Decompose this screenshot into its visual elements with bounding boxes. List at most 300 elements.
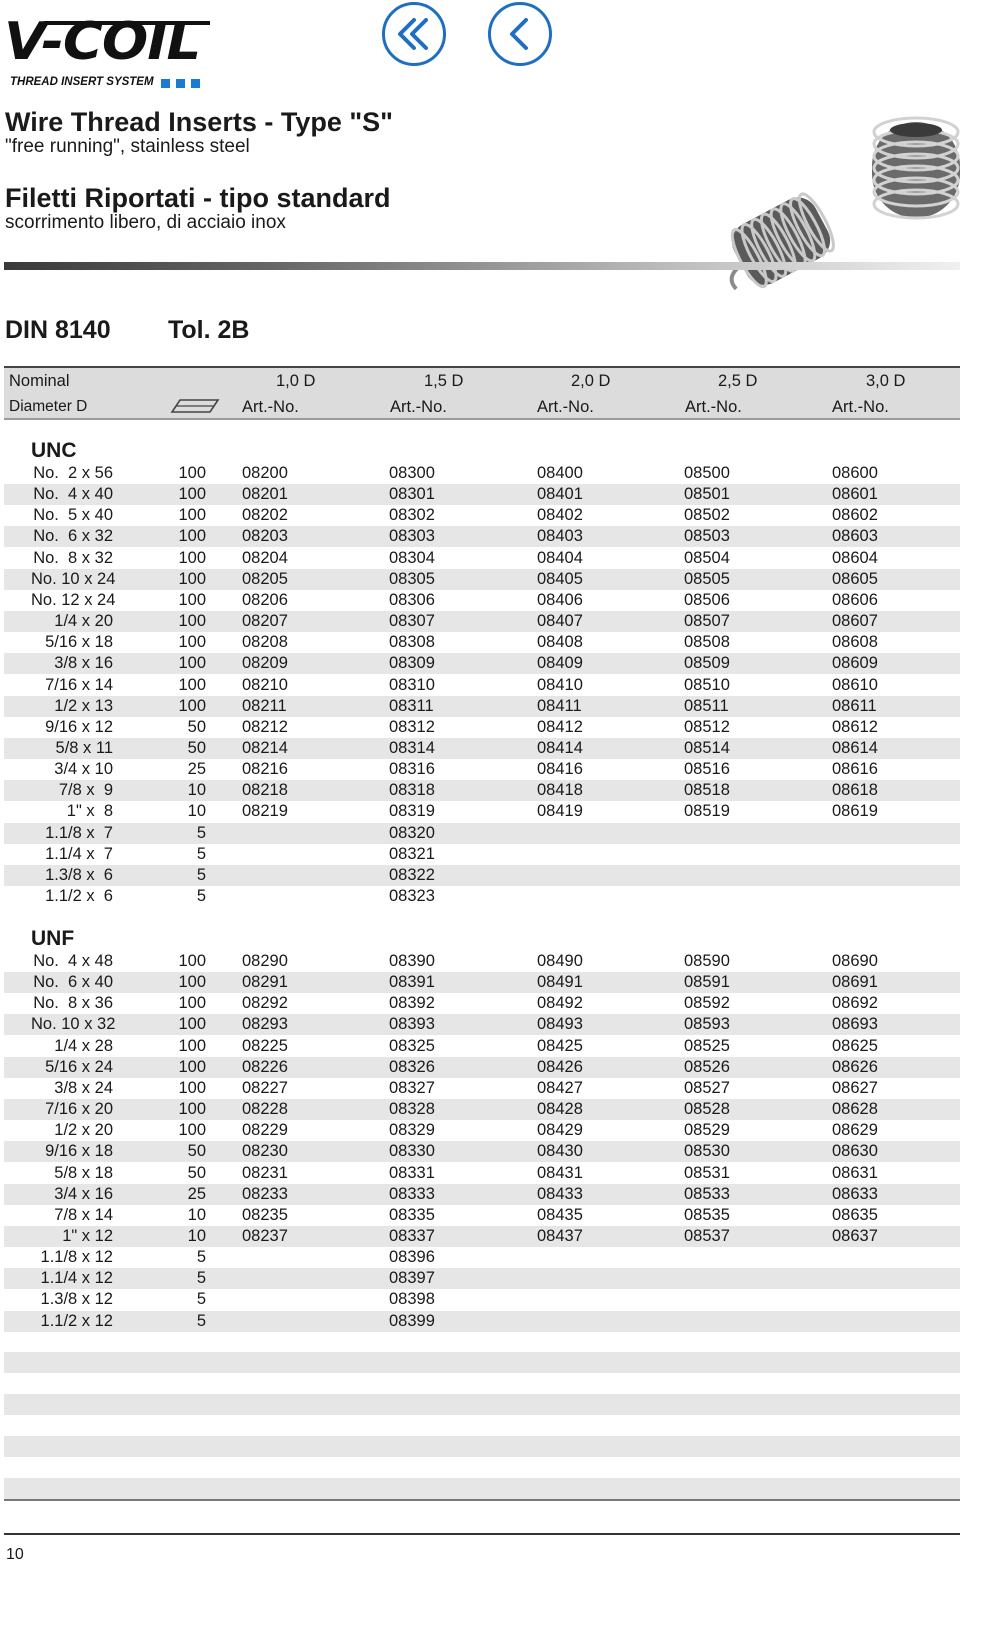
article-number: 08406 — [537, 590, 583, 609]
article-number: 08404 — [537, 548, 583, 567]
table-row — [4, 590, 960, 611]
table-row — [4, 1184, 960, 1205]
article-number: 08303 — [389, 527, 435, 546]
article-number: 08600 — [832, 464, 878, 482]
title-english: Wire Thread Inserts - Type "S" — [5, 107, 393, 137]
table-row — [4, 823, 960, 844]
pack-quantity: 50 — [187, 717, 206, 736]
article-number: 08605 — [832, 569, 878, 588]
table-row — [4, 632, 960, 653]
thread-size: 7/8 x 9 — [58, 781, 113, 800]
thread-size: 9/16 x 12 — [45, 717, 113, 736]
article-number: 08330 — [389, 1142, 435, 1161]
article-number: 08392 — [389, 994, 435, 1013]
table-row — [4, 717, 960, 738]
subtitle-english: "free running", stainless steel — [5, 136, 250, 157]
thread-size: 7/8 x 14 — [54, 1205, 113, 1224]
pack-quantity: 100 — [178, 527, 206, 546]
pack-quantity: 100 — [178, 464, 206, 482]
thread-size: 5/8 x 11 — [55, 738, 113, 757]
pack-quantity: 100 — [178, 506, 206, 525]
thread-size: No. 2 x 56 — [33, 464, 113, 482]
article-number: 08528 — [684, 1100, 730, 1119]
article-number: 08409 — [537, 654, 583, 673]
thread-size: 3/8 x 24 — [54, 1078, 113, 1097]
header-nominal: Nominal — [9, 372, 70, 390]
article-number: 08591 — [684, 973, 730, 992]
pack-quantity: 5 — [196, 1269, 206, 1288]
article-number: 08318 — [389, 781, 435, 800]
article-number: 08502 — [684, 506, 730, 525]
subtitle-italian: scorrimento libero, di acciaio inox — [5, 212, 286, 233]
article-number: 08312 — [389, 717, 435, 736]
header-artno-3: Art.-No. — [537, 398, 594, 416]
article-number: 08626 — [832, 1057, 878, 1076]
table-row — [4, 759, 960, 780]
section-unf: UNF — [31, 927, 75, 950]
article-number: 08525 — [684, 1036, 730, 1055]
article-number: 08209 — [242, 654, 288, 673]
thread-size: 7/16 x 20 — [45, 1100, 113, 1119]
thread-size: 1.1/4 x 7 — [45, 844, 113, 863]
thread-size: No. 6 x 40 — [33, 973, 113, 992]
article-number: 08411 — [537, 696, 582, 715]
table-row — [4, 1268, 960, 1289]
article-number: 08293 — [242, 1015, 288, 1034]
chevron-left-icon — [498, 12, 542, 56]
article-number: 08593 — [684, 1015, 730, 1034]
article-number: 08228 — [242, 1100, 288, 1119]
article-number: 08508 — [684, 633, 730, 652]
pack-quantity: 100 — [178, 994, 206, 1013]
table-row — [4, 1141, 960, 1162]
article-number: 08316 — [389, 760, 435, 779]
article-number: 08208 — [242, 633, 288, 652]
article-number: 08201 — [242, 485, 288, 504]
article-number: 08398 — [389, 1290, 435, 1309]
table-bottom-rule — [4, 1499, 960, 1501]
article-number: 08393 — [389, 1015, 435, 1034]
article-number: 08219 — [242, 802, 288, 821]
article-number: 08306 — [389, 590, 435, 609]
pack-quantity: 10 — [187, 1226, 206, 1245]
table-row — [4, 993, 960, 1014]
thread-size: No. 8 x 32 — [33, 548, 113, 567]
thread-size: 1/2 x 13 — [54, 696, 113, 715]
article-number: 08505 — [684, 569, 730, 588]
article-number: 08290 — [242, 952, 288, 970]
article-number: 08531 — [684, 1163, 730, 1182]
article-number: 08433 — [537, 1184, 583, 1203]
article-number: 08311 — [389, 696, 434, 715]
table-row — [4, 548, 960, 569]
article-number: 08307 — [389, 612, 435, 631]
article-number: 08305 — [389, 569, 435, 588]
article-number: 08292 — [242, 994, 288, 1013]
article-number: 08212 — [242, 717, 288, 736]
pack-quantity: 5 — [196, 865, 206, 884]
article-number: 08329 — [389, 1121, 435, 1140]
article-number: 08211 — [242, 696, 287, 715]
section-unc: UNC — [31, 439, 77, 462]
article-number: 08627 — [832, 1078, 878, 1097]
title-italian: Filetti Riportati - tipo standard — [5, 183, 391, 213]
article-number: 08308 — [389, 633, 435, 652]
brand-logo — [4, 12, 210, 90]
article-number: 08637 — [832, 1226, 878, 1245]
table-row — [4, 801, 960, 822]
pack-quantity: 50 — [187, 738, 206, 757]
table-row — [4, 696, 960, 717]
article-number: 08200 — [242, 464, 288, 482]
pack-quantity: 10 — [187, 802, 206, 821]
article-number: 08328 — [389, 1100, 435, 1119]
article-number: 08403 — [537, 527, 583, 546]
article-number: 08226 — [242, 1057, 288, 1076]
article-number: 08337 — [389, 1226, 435, 1245]
article-number: 08418 — [537, 781, 583, 800]
article-number: 08511 — [684, 696, 729, 715]
article-number: 08435 — [537, 1205, 583, 1224]
table-row — [4, 505, 960, 526]
thread-size: 1.1/8 x 12 — [40, 1248, 113, 1267]
article-number: 08335 — [389, 1205, 435, 1224]
article-number: 08327 — [389, 1078, 435, 1097]
table-row — [4, 1014, 960, 1035]
article-number: 08405 — [537, 569, 583, 588]
article-number: 08231 — [242, 1163, 288, 1182]
article-number: 08230 — [242, 1142, 288, 1161]
table-row — [4, 1289, 960, 1310]
thread-size: 5/8 x 18 — [54, 1163, 113, 1182]
article-number: 08407 — [537, 612, 583, 631]
article-number: 08430 — [537, 1142, 583, 1161]
table-row — [4, 675, 960, 696]
article-number: 08518 — [684, 781, 730, 800]
article-number: 08229 — [242, 1121, 288, 1140]
pack-quantity: 10 — [187, 781, 206, 800]
article-number: 08491 — [537, 973, 583, 992]
table-row — [4, 463, 960, 484]
article-number: 08611 — [832, 696, 877, 715]
pack-quantity: 25 — [187, 760, 206, 779]
pack-quantity: 100 — [178, 1100, 206, 1119]
article-number: 08501 — [684, 485, 730, 504]
thread-size: 9/16 x 18 — [45, 1142, 113, 1161]
table-row — [4, 611, 960, 632]
thread-size: No. 8 x 36 — [33, 994, 113, 1013]
pack-quantity: 100 — [178, 633, 206, 652]
article-number: 08205 — [242, 569, 288, 588]
previous-page-button[interactable] — [488, 2, 552, 66]
article-number: 08309 — [389, 654, 435, 673]
pack-quantity: 100 — [178, 485, 206, 504]
article-number: 08227 — [242, 1078, 288, 1097]
article-number: 08225 — [242, 1036, 288, 1055]
empty-row — [4, 1394, 960, 1415]
article-number: 08516 — [684, 760, 730, 779]
pack-quantity: 5 — [196, 823, 206, 842]
thread-size: 1.3/8 x 6 — [45, 865, 113, 884]
article-number: 08410 — [537, 675, 583, 694]
article-number: 08504 — [684, 548, 730, 567]
article-number: 08635 — [832, 1205, 878, 1224]
table-row — [4, 972, 960, 993]
pack-quantity: 100 — [178, 612, 206, 631]
article-number: 08610 — [832, 675, 878, 694]
article-number: 08301 — [389, 485, 435, 504]
header-divider — [4, 262, 960, 270]
article-number: 08609 — [832, 654, 878, 673]
table-row — [4, 886, 960, 907]
pack-quantity: 50 — [187, 1142, 206, 1161]
pack-quantity: 100 — [178, 1057, 206, 1076]
article-number: 08390 — [389, 952, 435, 970]
article-number: 08493 — [537, 1015, 583, 1034]
header-length-2: 1,5 D — [424, 372, 464, 390]
article-number: 08203 — [242, 527, 288, 546]
table-row — [4, 844, 960, 865]
thread-size: 1/4 x 20 — [54, 612, 113, 631]
pack-quantity-icon — [170, 398, 220, 414]
table-header — [4, 366, 960, 420]
pack-quantity: 100 — [178, 973, 206, 992]
article-number: 08204 — [242, 548, 288, 567]
article-number: 08630 — [832, 1142, 878, 1161]
thread-size: 1/4 x 28 — [54, 1036, 113, 1055]
pack-quantity: 100 — [178, 675, 206, 694]
double-chevron-left-icon — [392, 12, 436, 56]
article-number: 08214 — [242, 738, 288, 757]
header-length-5: 3,0 D — [866, 372, 906, 390]
article-number: 08397 — [389, 1269, 435, 1288]
article-number: 08619 — [832, 802, 878, 821]
article-number: 08602 — [832, 506, 878, 525]
thread-insert-image-small — [866, 108, 966, 232]
article-number: 08333 — [389, 1184, 435, 1203]
pack-quantity: 5 — [196, 844, 206, 863]
pack-quantity: 50 — [187, 1163, 206, 1182]
article-number: 08604 — [832, 548, 878, 567]
pack-quantity: 5 — [196, 1290, 206, 1309]
article-number: 08512 — [684, 717, 730, 736]
article-number: 08321 — [389, 844, 435, 863]
table-row — [4, 865, 960, 886]
article-number: 08216 — [242, 760, 288, 779]
thread-size: No. 10 x 32 — [31, 1015, 116, 1034]
table-row — [4, 738, 960, 759]
article-number: 08291 — [242, 973, 288, 992]
article-number: 08631 — [832, 1163, 878, 1182]
article-number: 08533 — [684, 1184, 730, 1203]
thread-size: 1" x 12 — [62, 1226, 113, 1245]
thread-size: 1.1/2 x 6 — [45, 887, 113, 905]
pack-quantity: 25 — [187, 1184, 206, 1203]
article-number: 08606 — [832, 590, 878, 609]
article-number: 08618 — [832, 781, 878, 800]
tolerance-label: Tol. 2B — [168, 316, 250, 344]
article-number: 08592 — [684, 994, 730, 1013]
thread-size: No. 4 x 40 — [33, 485, 113, 504]
header-diameter: Diameter D — [9, 398, 88, 415]
table-row — [4, 1205, 960, 1226]
article-number: 08614 — [832, 738, 878, 757]
table-row — [4, 1120, 960, 1141]
article-number: 08426 — [537, 1057, 583, 1076]
thread-size: No. 5 x 40 — [33, 506, 113, 525]
article-number: 08690 — [832, 952, 878, 970]
table-row — [4, 1226, 960, 1247]
thread-size: No. 6 x 32 — [33, 527, 113, 546]
thread-size: 5/16 x 24 — [45, 1057, 113, 1076]
article-number: 08237 — [242, 1226, 288, 1245]
thread-size: 3/8 x 16 — [54, 654, 113, 673]
thread-size: 5/16 x 18 — [45, 633, 113, 652]
article-number: 08526 — [684, 1057, 730, 1076]
article-number: 08519 — [684, 802, 730, 821]
article-number: 08427 — [537, 1078, 583, 1097]
pack-quantity: 5 — [196, 887, 206, 905]
header-artno-4: Art.-No. — [685, 398, 742, 416]
article-number: 08607 — [832, 612, 878, 631]
article-number: 08692 — [832, 994, 878, 1013]
article-number: 08601 — [832, 485, 878, 504]
pack-quantity: 100 — [178, 1121, 206, 1140]
table-row — [4, 1078, 960, 1099]
article-number: 08325 — [389, 1036, 435, 1055]
header-artno-1: Art.-No. — [242, 398, 299, 416]
article-number: 08412 — [537, 717, 583, 736]
standard-label: DIN 8140 — [5, 316, 111, 344]
article-number: 08202 — [242, 506, 288, 525]
article-number: 08233 — [242, 1184, 288, 1203]
article-number: 08691 — [832, 973, 878, 992]
article-number: 08414 — [537, 738, 583, 757]
thread-size: 1.3/8 x 12 — [40, 1290, 113, 1309]
table-row — [4, 1057, 960, 1078]
table-row — [4, 484, 960, 505]
thread-insert-image-large — [712, 178, 852, 308]
article-number: 08300 — [389, 464, 435, 482]
table-row — [4, 569, 960, 590]
thread-size: 1" x 8 — [66, 802, 113, 821]
article-number: 08331 — [389, 1163, 435, 1182]
pack-quantity: 100 — [178, 569, 206, 588]
article-number: 08322 — [389, 865, 435, 884]
brand-name: V-COIL — [4, 12, 201, 72]
article-number: 08590 — [684, 952, 730, 970]
header-artno-5: Art.-No. — [832, 398, 889, 416]
article-number: 08509 — [684, 654, 730, 673]
table-row — [4, 1311, 960, 1332]
thread-size: 3/4 x 16 — [54, 1184, 113, 1203]
table-row — [4, 780, 960, 801]
article-number: 08529 — [684, 1121, 730, 1140]
article-number: 08603 — [832, 527, 878, 546]
thread-size: 3/4 x 10 — [54, 760, 113, 779]
pack-quantity: 100 — [178, 696, 206, 715]
pack-quantity: 10 — [187, 1205, 206, 1224]
table-row — [4, 1163, 960, 1184]
thread-size: No. 12 x 24 — [31, 590, 116, 609]
article-number: 08616 — [832, 760, 878, 779]
article-number: 08503 — [684, 527, 730, 546]
article-number: 08693 — [832, 1015, 878, 1034]
thread-size: 1.1/2 x 12 — [40, 1311, 113, 1330]
table-row — [4, 1099, 960, 1120]
article-number: 08429 — [537, 1121, 583, 1140]
article-number: 08302 — [389, 506, 435, 525]
thread-size: 1.1/8 x 7 — [45, 823, 113, 842]
thread-size: 7/16 x 14 — [45, 675, 113, 694]
thread-size: No. 4 x 48 — [33, 952, 113, 970]
first-page-button[interactable] — [382, 2, 446, 66]
article-number: 08510 — [684, 675, 730, 694]
article-number: 08628 — [832, 1100, 878, 1119]
article-number: 08326 — [389, 1057, 435, 1076]
thread-size: 1.1/4 x 12 — [40, 1269, 113, 1288]
brand-tagline: THREAD INSERT SYSTEM — [10, 76, 154, 88]
article-number: 08218 — [242, 781, 288, 800]
article-number: 08408 — [537, 633, 583, 652]
article-number: 08319 — [389, 802, 435, 821]
article-number: 08535 — [684, 1205, 730, 1224]
article-number: 08323 — [389, 887, 435, 905]
article-number: 08500 — [684, 464, 730, 482]
header-artno-2: Art.-No. — [390, 398, 447, 416]
header-length-1: 1,0 D — [276, 372, 316, 390]
pack-quantity: 100 — [178, 548, 206, 567]
article-number: 08537 — [684, 1226, 730, 1245]
table-row — [4, 653, 960, 674]
article-number: 08419 — [537, 802, 583, 821]
table-row — [4, 1036, 960, 1057]
article-number: 08437 — [537, 1226, 583, 1245]
empty-row — [4, 1436, 960, 1457]
article-number: 08396 — [389, 1248, 435, 1267]
article-number: 08207 — [242, 612, 288, 631]
article-number: 08391 — [389, 973, 435, 992]
article-number: 08416 — [537, 760, 583, 779]
article-number: 08492 — [537, 994, 583, 1013]
thread-size: No. 10 x 24 — [31, 569, 116, 588]
empty-row — [4, 1352, 960, 1373]
pack-quantity: 100 — [178, 1015, 206, 1034]
pack-quantity: 100 — [178, 952, 206, 970]
article-number: 08530 — [684, 1142, 730, 1161]
empty-row — [4, 1478, 960, 1499]
article-number: 08206 — [242, 590, 288, 609]
pack-quantity: 5 — [196, 1248, 206, 1267]
pack-quantity: 100 — [178, 654, 206, 673]
article-number: 08425 — [537, 1036, 583, 1055]
article-number: 08527 — [684, 1078, 730, 1097]
pack-quantity: 100 — [178, 1078, 206, 1097]
table-row — [4, 1247, 960, 1268]
article-number: 08629 — [832, 1121, 878, 1140]
table-row — [4, 951, 960, 972]
article-number: 08320 — [389, 823, 435, 842]
article-number: 08612 — [832, 717, 878, 736]
article-number: 08401 — [537, 485, 583, 504]
article-number: 08314 — [389, 738, 435, 757]
article-number: 08633 — [832, 1184, 878, 1203]
thread-size: 1/2 x 20 — [54, 1121, 113, 1140]
article-number: 08210 — [242, 675, 288, 694]
article-number: 08490 — [537, 952, 583, 970]
article-number: 08506 — [684, 590, 730, 609]
table-row — [4, 526, 960, 547]
